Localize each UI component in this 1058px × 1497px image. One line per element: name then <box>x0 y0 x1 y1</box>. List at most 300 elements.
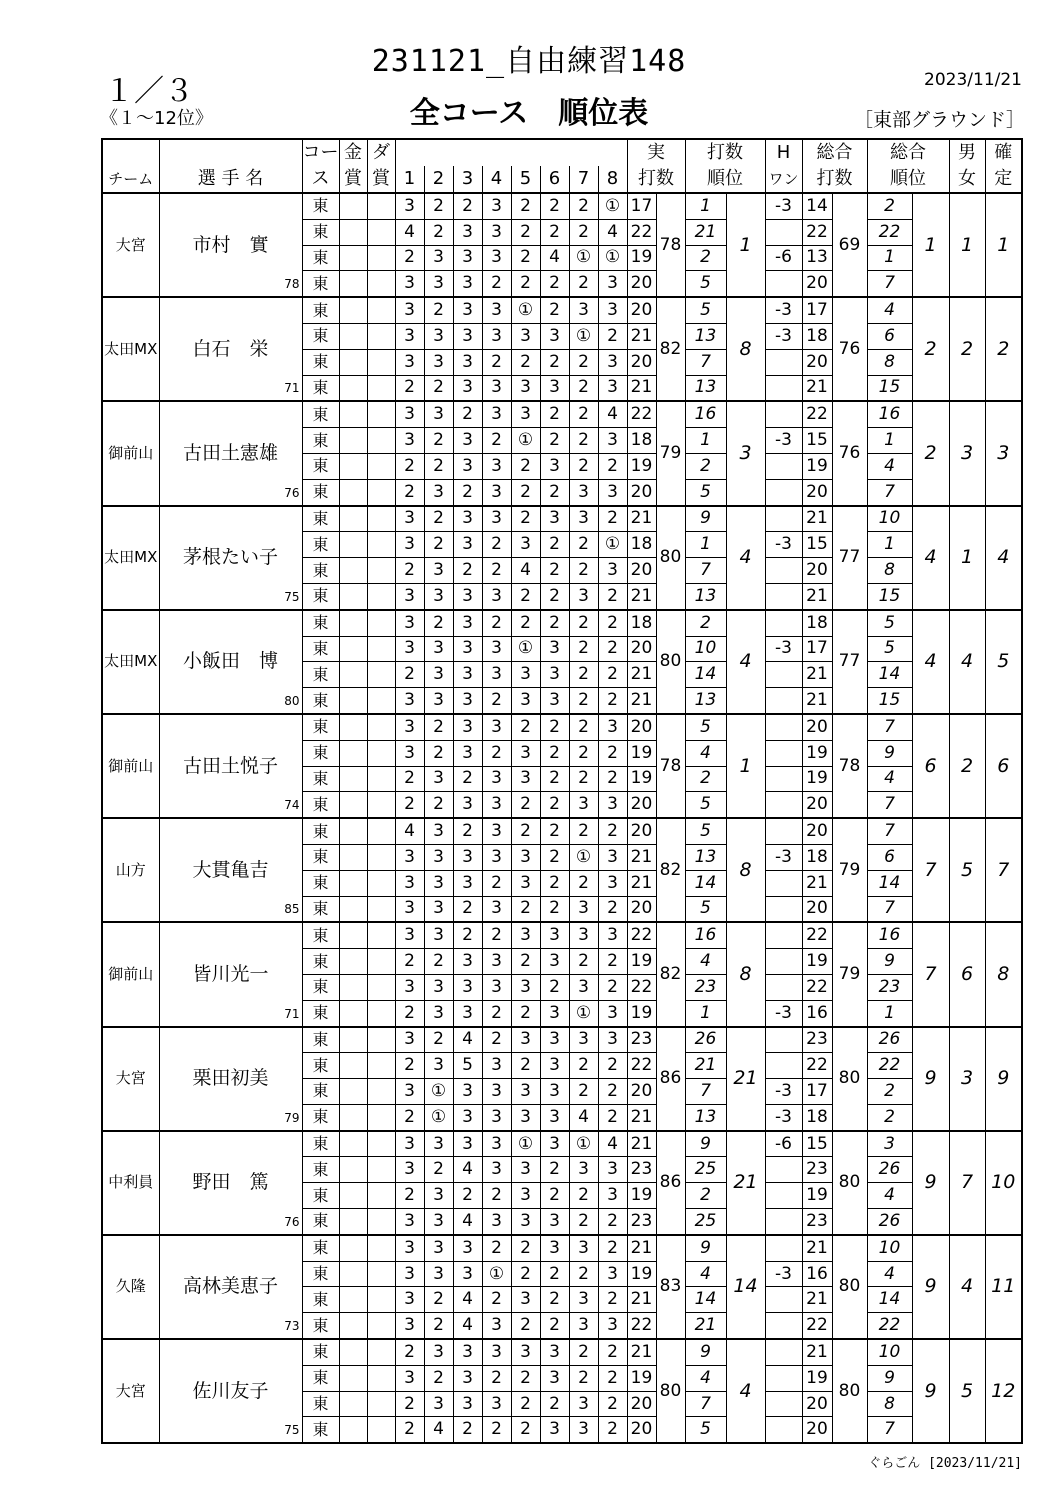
hole-score: 2 <box>462 404 473 425</box>
hole-score-cell <box>453 949 482 975</box>
hole-score: 2 <box>404 1185 415 1206</box>
round-rank-cell: 13 <box>685 688 726 714</box>
hole-score: 3 <box>549 925 560 946</box>
hole-score: 2 <box>578 690 589 711</box>
round-score-cell: 22 <box>627 219 656 245</box>
gold-prize-cell <box>339 740 367 766</box>
hole-in-one-mark: ① <box>488 1263 505 1284</box>
hole-score: 3 <box>462 1237 473 1258</box>
hole-score-cell <box>511 1027 540 1053</box>
hole-score-cell <box>482 558 511 584</box>
hole-score: 3 <box>578 508 589 529</box>
hole-score-cell <box>598 271 627 297</box>
hole-score-cell <box>424 245 453 271</box>
round-score-cell: 20 <box>627 297 656 323</box>
gold-prize-cell <box>339 1183 367 1209</box>
hole-score-cell <box>540 870 569 896</box>
hole-score-cell <box>453 375 482 401</box>
hole-score: 2 <box>491 690 502 711</box>
hole-score-cell <box>511 1157 540 1183</box>
hole-score: 3 <box>549 377 560 398</box>
hole-score: 3 <box>520 1289 531 1310</box>
hole-score-cell <box>482 714 511 740</box>
gold-prize-cell <box>339 636 367 662</box>
hole-in-one-bonus-cell <box>765 1027 802 1053</box>
total-rank-cell: 9 <box>912 1131 949 1235</box>
total-strokes-cell: 78 <box>832 714 867 818</box>
hole-score: 3 <box>520 846 531 867</box>
hole-score: 2 <box>520 195 531 216</box>
hole-score-cell <box>395 1000 424 1026</box>
hole-score: 2 <box>578 560 589 581</box>
da-prize-cell <box>367 792 395 818</box>
hole-score: 3 <box>404 612 415 633</box>
da-prize-cell <box>367 1053 395 1079</box>
hole-score-cell <box>598 453 627 479</box>
hole-in-one-bonus-cell: -3 <box>765 636 802 662</box>
round-total-cell: 21 <box>802 870 832 896</box>
course-cell: 東 <box>302 1417 339 1443</box>
hole-score: 3 <box>491 377 502 398</box>
hole-score-cell <box>424 1287 453 1313</box>
hole-score: 3 <box>433 1002 444 1023</box>
hole-score: 2 <box>578 221 589 242</box>
hole-score: 3 <box>462 325 473 346</box>
hole-score-cell <box>569 974 598 1000</box>
round-total-rank-cell: 7 <box>867 792 912 818</box>
round-score-cell: 19 <box>627 1365 656 1391</box>
hole-header: 7 <box>569 166 598 193</box>
course-cell: 東 <box>302 1183 339 1209</box>
hole-score-cell <box>540 844 569 870</box>
hole-score: 3 <box>549 664 560 685</box>
hole-score: 2 <box>491 925 502 946</box>
hole-score-cell <box>511 558 540 584</box>
gold-prize-cell <box>339 1027 367 1053</box>
round-rank-cell: 21 <box>685 1313 726 1339</box>
final-header-bottom: 定 <box>985 166 1022 193</box>
team-cell: 太田MX <box>102 297 159 401</box>
hole-score-cell <box>511 636 540 662</box>
course-cell: 東 <box>302 949 339 975</box>
hole-score-cell <box>424 662 453 688</box>
gender-rank-cell: 5 <box>949 1339 985 1443</box>
hole-header: 5 <box>511 166 540 193</box>
course-cell: 東 <box>302 844 339 870</box>
hole-score-cell <box>482 896 511 922</box>
hole-score: 2 <box>578 534 589 555</box>
hole-score-cell <box>569 1209 598 1235</box>
hole-score: 3 <box>520 1185 531 1206</box>
round-rank-cell: 10 <box>685 636 726 662</box>
hole-score-cell <box>453 453 482 479</box>
hole-score: 3 <box>549 951 560 971</box>
hole-score-cell <box>453 896 482 922</box>
round-rank-cell: 1 <box>685 1000 726 1026</box>
hole-score: 3 <box>404 638 415 659</box>
hole-score: 4 <box>404 821 415 842</box>
round-total-rank-cell: 4 <box>867 766 912 792</box>
round-total-rank-cell: 10 <box>867 506 912 532</box>
hole-score-cell <box>395 532 424 558</box>
hole-score-cell <box>453 1313 482 1339</box>
hole-score-cell <box>598 896 627 922</box>
round-total-rank-cell: 1 <box>867 1000 912 1026</box>
hole-score: 3 <box>549 1002 560 1023</box>
hole-score: 2 <box>491 612 502 633</box>
round-total-rank-cell: 23 <box>867 974 912 1000</box>
hole-in-one-bonus-cell: -3 <box>765 844 802 870</box>
hole-score: 3 <box>520 1341 531 1362</box>
hole-score-cell <box>482 1131 511 1157</box>
hole-score-cell <box>511 1183 540 1209</box>
h-header-top: H <box>765 139 802 166</box>
course-cell: 東 <box>302 193 339 219</box>
table-row <box>102 1131 1022 1157</box>
hole-score: 2 <box>433 1029 444 1050</box>
hole-score-cell <box>598 479 627 505</box>
hole-score: 3 <box>607 1185 618 1206</box>
hole-score-cell <box>569 870 598 896</box>
gender-rank-cell: 7 <box>949 1131 985 1235</box>
hole-score: 2 <box>578 1263 589 1284</box>
round-rank-cell: 1 <box>685 532 726 558</box>
hole-score-cell <box>395 1313 424 1339</box>
hole-score: 3 <box>549 325 560 346</box>
hole-in-one-bonus-cell <box>765 1391 802 1417</box>
hole-score: 2 <box>520 1367 531 1388</box>
handicap: 85 <box>284 902 300 917</box>
hole-score-cell <box>482 453 511 479</box>
hole-score: 3 <box>491 716 502 737</box>
hole-score-cell <box>569 1313 598 1339</box>
hole-score: 2 <box>404 951 415 971</box>
hole-score: 2 <box>578 430 589 451</box>
hole-score: 2 <box>520 1419 531 1440</box>
round-total-rank-cell: 4 <box>867 1261 912 1287</box>
da-prize-cell <box>367 453 395 479</box>
hole-score-cell <box>424 896 453 922</box>
hole-score-cell <box>598 219 627 245</box>
hole-score: 2 <box>433 1289 444 1310</box>
hole-score: 2 <box>433 951 444 971</box>
hole-score-cell <box>569 219 598 245</box>
course-cell: 東 <box>302 818 339 844</box>
hole-score-cell <box>511 375 540 401</box>
hole-score: 3 <box>549 1237 560 1258</box>
hole-score: 3 <box>491 1393 502 1414</box>
hole-score-cell <box>598 1104 627 1130</box>
hole-score-cell <box>453 1235 482 1261</box>
round-rank-cell: 2 <box>685 453 726 479</box>
hole-score: 3 <box>578 976 589 997</box>
round-total-cell: 21 <box>802 1287 832 1313</box>
hole-score-cell <box>424 1131 453 1157</box>
hole-score-cell <box>569 479 598 505</box>
hole-score-cell <box>482 1235 511 1261</box>
hole-score-cell <box>395 1365 424 1391</box>
hole-score: 3 <box>433 1210 444 1231</box>
round-score-cell: 21 <box>627 506 656 532</box>
hole-score: 2 <box>491 1419 502 1440</box>
gold-prize-cell <box>339 1053 367 1079</box>
hole-score: 2 <box>520 1263 531 1284</box>
hole-score: 3 <box>491 481 502 502</box>
round-rank-cell: 4 <box>685 1261 726 1287</box>
hole-in-one-bonus-cell <box>765 375 802 401</box>
round-score-cell: 19 <box>627 245 656 271</box>
hole-score: 2 <box>491 1002 502 1023</box>
hole-score: 3 <box>462 716 473 737</box>
round-rank-cell: 7 <box>685 1079 726 1105</box>
hole-score-cell <box>453 714 482 740</box>
hole-score: 2 <box>491 872 502 893</box>
hole-score-cell <box>453 740 482 766</box>
hole-score-cell <box>424 870 453 896</box>
hole-score: 2 <box>404 664 415 685</box>
hole-score-cell <box>511 583 540 609</box>
hole-in-one-bonus-cell <box>765 401 802 427</box>
hole-score-cell <box>598 1287 627 1313</box>
gold-prize-cell <box>339 1235 367 1261</box>
final-rank-cell: 3 <box>985 401 1022 505</box>
hole-in-one-mark: ① <box>604 195 621 216</box>
hole-score-cell <box>598 766 627 792</box>
hole-score: 3 <box>404 846 415 867</box>
hole-score: 3 <box>462 951 473 971</box>
final-rank-cell: 10 <box>985 1131 1022 1235</box>
round-rank-cell: 14 <box>685 662 726 688</box>
hole-score-cell <box>482 349 511 375</box>
hole-score-cell <box>540 662 569 688</box>
handicap: 80 <box>284 693 300 708</box>
hole-score-cell <box>540 1053 569 1079</box>
hole-score: 3 <box>404 1133 415 1154</box>
round-score-cell: 19 <box>627 453 656 479</box>
hole-score-cell <box>395 583 424 609</box>
round-total-cell: 20 <box>802 271 832 297</box>
hole-score: 2 <box>607 951 618 971</box>
hole-in-one-bonus-cell: -3 <box>765 532 802 558</box>
player-name-cell <box>159 1131 302 1235</box>
player-name-cell <box>159 1235 302 1339</box>
hole-in-one-bonus-cell <box>765 870 802 896</box>
hole-score: 3 <box>404 585 415 606</box>
hole-score-cell <box>569 349 598 375</box>
hole-score: 3 <box>491 1133 502 1154</box>
hole-in-one-mark: ① <box>604 534 621 555</box>
hole-score: 2 <box>462 768 473 789</box>
hole-score-cell <box>598 636 627 662</box>
hole-score: 3 <box>462 872 473 893</box>
hole-score-cell <box>569 1000 598 1026</box>
gold-prize-cell <box>339 193 367 219</box>
gold-prize-cell <box>339 870 367 896</box>
round-rank-cell: 2 <box>685 1183 726 1209</box>
hole-score: 3 <box>607 794 618 815</box>
hole-score-cell <box>540 1131 569 1157</box>
round-total-cell: 22 <box>802 401 832 427</box>
hole-score-cell <box>598 1183 627 1209</box>
hole-score: 3 <box>549 1133 560 1154</box>
hole-score-cell <box>540 479 569 505</box>
round-rank-cell: 13 <box>685 844 726 870</box>
player-name: 古田土憲雄 <box>182 441 278 464</box>
hole-in-one-bonus-cell <box>765 922 802 948</box>
round-rank-cell: 16 <box>685 922 726 948</box>
hole-score-cell <box>540 688 569 714</box>
hole-score: 3 <box>491 846 502 867</box>
hole-score-cell <box>453 662 482 688</box>
hole-in-one-bonus-cell: -3 <box>765 323 802 349</box>
hole-score: 3 <box>433 898 444 919</box>
hole-score-cell <box>482 375 511 401</box>
hole-score-cell <box>482 1157 511 1183</box>
round-score-cell: 19 <box>627 1261 656 1287</box>
hole-score-cell <box>453 532 482 558</box>
hole-score: 3 <box>404 1263 415 1284</box>
total-rank-header-top: 総合 <box>867 139 949 166</box>
hole-score-cell <box>395 1053 424 1079</box>
hole-score: 3 <box>520 1159 531 1180</box>
hole-in-one-mark: ① <box>575 325 592 346</box>
course-cell: 東 <box>302 583 339 609</box>
stroke-rank-cell: 8 <box>726 922 765 1026</box>
da-prize-cell <box>367 1209 395 1235</box>
round-rank-cell: 4 <box>685 1365 726 1391</box>
hole-score-cell <box>598 792 627 818</box>
hole-score: 3 <box>433 1263 444 1284</box>
hole-score-cell <box>598 688 627 714</box>
hole-score: 3 <box>520 377 531 398</box>
total-strokes-cell: 77 <box>832 506 867 610</box>
hole-score: 3 <box>520 925 531 946</box>
hole-score: 2 <box>520 951 531 971</box>
hole-score-cell <box>540 636 569 662</box>
hole-score: 3 <box>549 1029 560 1050</box>
da-prize-cell <box>367 583 395 609</box>
final-rank-cell: 2 <box>985 297 1022 401</box>
hole-score-cell <box>598 506 627 532</box>
round-rank-cell: 13 <box>685 583 726 609</box>
gender-rank-cell: 3 <box>949 1027 985 1131</box>
hole-score-cell <box>424 1079 453 1105</box>
hole-score-cell <box>453 1104 482 1130</box>
hole-score-cell <box>482 844 511 870</box>
hole-score-cell <box>569 297 598 323</box>
da-prize-cell <box>367 974 395 1000</box>
hole-score: 2 <box>433 534 444 555</box>
hole-score-cell <box>569 558 598 584</box>
gold-prize-cell <box>339 1391 367 1417</box>
hole-score: 3 <box>404 1210 415 1231</box>
gold-prize-cell <box>339 297 367 323</box>
gender-header-top: 男 <box>949 139 985 166</box>
hole-score: 3 <box>404 898 415 919</box>
hole-score: 2 <box>549 742 560 763</box>
course-cell: 東 <box>302 453 339 479</box>
hole-score-cell <box>511 1053 540 1079</box>
total-header-top: 総合 <box>802 139 867 166</box>
round-total-cell: 23 <box>802 1209 832 1235</box>
da-prize-cell <box>367 401 395 427</box>
team-header: チーム <box>102 166 159 193</box>
hole-score: 3 <box>520 1106 531 1127</box>
hole-score: 2 <box>578 273 589 294</box>
hole-score: 2 <box>578 872 589 893</box>
course-cell: 東 <box>302 558 339 584</box>
hole-score: 2 <box>578 638 589 659</box>
gold-prize-cell <box>339 271 367 297</box>
stroke-rank-cell: 3 <box>726 401 765 505</box>
round-total-rank-cell: 3 <box>867 1131 912 1157</box>
da-header-top: ダ <box>367 139 395 166</box>
hole-score: 3 <box>433 872 444 893</box>
hole-score-cell <box>511 974 540 1000</box>
team-cell: 大宮 <box>102 1339 159 1443</box>
round-score-cell: 22 <box>627 922 656 948</box>
round-score-cell: 20 <box>627 1391 656 1417</box>
gold-prize-cell <box>339 1131 367 1157</box>
hole-score: 3 <box>404 1289 415 1310</box>
hole-score: 3 <box>462 377 473 398</box>
hole-score: 2 <box>520 221 531 242</box>
round-total-rank-cell: 22 <box>867 219 912 245</box>
actual-strokes-cell: 83 <box>656 1235 685 1339</box>
hole-score: 3 <box>520 404 531 425</box>
hole-score-cell <box>424 479 453 505</box>
hole-score-cell <box>540 1365 569 1391</box>
hole-score: 2 <box>520 1055 531 1076</box>
round-total-cell: 20 <box>802 896 832 922</box>
hole-in-one-mark: ① <box>517 430 534 451</box>
hole-score-cell <box>395 323 424 349</box>
round-score-cell: 23 <box>627 1209 656 1235</box>
course-cell: 東 <box>302 1131 339 1157</box>
hole-in-one-bonus-cell <box>765 1365 802 1391</box>
hole-score-cell <box>598 1000 627 1026</box>
hole-score-cell <box>569 1027 598 1053</box>
hole-score: 2 <box>549 768 560 789</box>
hole-score-cell <box>482 401 511 427</box>
rank-range: 《１～12位》 <box>100 108 213 129</box>
hole-score-cell <box>395 506 424 532</box>
round-total-rank-cell: 1 <box>867 245 912 271</box>
round-total-cell: 16 <box>802 1000 832 1026</box>
round-total-cell: 19 <box>802 1365 832 1391</box>
hole-score: 3 <box>578 585 589 606</box>
actual-strokes-cell: 80 <box>656 506 685 610</box>
hole-score: 4 <box>520 560 531 581</box>
course-cell: 東 <box>302 506 339 532</box>
round-total-rank-cell: 4 <box>867 297 912 323</box>
hole-score: 2 <box>520 1315 531 1336</box>
round-rank-cell: 14 <box>685 1287 726 1313</box>
hole-score: 2 <box>491 351 502 372</box>
hole-in-one-mark: ① <box>575 1133 592 1154</box>
hole-score-cell <box>395 740 424 766</box>
hole-score: 3 <box>607 872 618 893</box>
da-prize-cell <box>367 479 395 505</box>
hole-score-cell <box>453 1000 482 1026</box>
hole-score: 3 <box>520 664 531 685</box>
hole-in-one-bonus-cell <box>765 583 802 609</box>
hole-score-cell <box>453 1287 482 1313</box>
hole-score-cell <box>395 844 424 870</box>
hole-score-cell <box>511 1261 540 1287</box>
hole-score: 2 <box>491 1029 502 1050</box>
round-score-cell: 22 <box>627 1313 656 1339</box>
